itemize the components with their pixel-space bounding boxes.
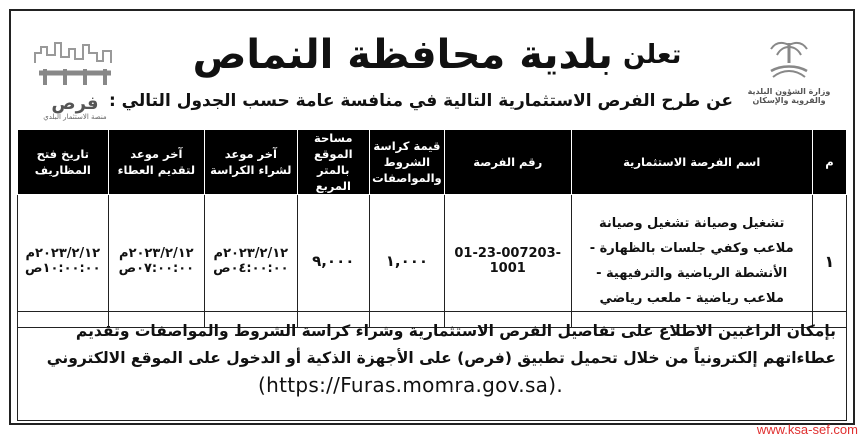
title-line bbox=[141, 25, 733, 85]
municipality-name: بلدية محافظة النماص bbox=[192, 32, 613, 78]
ministry-caption-2: والقروية والإسكان bbox=[752, 96, 826, 105]
furas-skyline-icon bbox=[25, 39, 125, 91]
furas-logo-text: فرص bbox=[51, 93, 99, 114]
opening-date bbox=[18, 195, 109, 328]
opportunity-name: تشغيل وصيانة تشغيل وصيانة ملاعب وكفي جلسات بالظهارة - الأنشطة الرياضية والترفيهية - ملاعب رياضية - ملعب رياضي bbox=[571, 195, 812, 328]
announcement-header bbox=[11, 11, 853, 146]
col-header-bid-deadline: آخر موعد لتقديم العطاء bbox=[108, 130, 205, 195]
opening-time-value: ١٠:٠٠:٠٠ص bbox=[25, 261, 101, 276]
announcement-frame bbox=[9, 9, 855, 425]
opening-date-value: ٢٠٢٣/٢/١٢م bbox=[25, 246, 101, 261]
table-header-row bbox=[18, 130, 847, 195]
announce-word: تعلن bbox=[622, 40, 682, 70]
announcement-footer bbox=[17, 311, 847, 421]
table-row bbox=[18, 195, 847, 328]
row-index: ١ bbox=[812, 195, 846, 328]
booklet-value: ١,٠٠٠ bbox=[369, 195, 444, 328]
col-header-opening-date: تاريخ فتح المظاريف bbox=[18, 130, 109, 195]
furas-website-link[interactable]: (https://Furas.momra.gov.sa). bbox=[258, 373, 563, 397]
col-header-index: م bbox=[812, 130, 846, 195]
booklet-deadline-date: ٢٠٢٣/٢/١٢م bbox=[213, 246, 289, 261]
site-area: ٩,٠٠٠ bbox=[297, 195, 369, 328]
footer-line-1: بإمكان الراغبين الاطلاع على تفاصيل الفرص الاستثمارية وشراء كراسة الشروط والمواصفات وتقديم bbox=[75, 322, 836, 340]
col-header-area: مساحة الموقع بالمتر المربع bbox=[297, 130, 369, 195]
bid-deadline bbox=[108, 195, 205, 328]
ministry-caption-1: وزارة الشؤون البلدية bbox=[747, 87, 831, 96]
furas-logo-caption: منصة الاستثمار البلدي bbox=[43, 113, 107, 121]
col-header-booklet-deadline: آخر موعد لشراء الكراسة bbox=[205, 130, 297, 195]
col-header-number: رقم الفرصة bbox=[444, 130, 571, 195]
bid-deadline-time: ٠٧:٠٠:٠٠ص bbox=[118, 261, 195, 276]
opportunity-number: 01-23-007203-1001 bbox=[444, 195, 571, 328]
announcement-subtitle: عن طرح الفرص الاستثمارية التالية في منافسة عامة حسب الجدول التالي : bbox=[108, 91, 733, 111]
bid-deadline-date: ٢٠٢٣/٢/١٢م bbox=[119, 246, 194, 261]
booklet-deadline-time: ٠٤:٠٠:٠٠ص bbox=[213, 261, 289, 276]
booklet-deadline bbox=[205, 195, 297, 328]
palm-swords-emblem-icon bbox=[761, 37, 817, 83]
ministry-logo bbox=[743, 37, 835, 119]
site-watermark: www.ksa-sef.com bbox=[756, 422, 858, 437]
opportunities-table bbox=[17, 129, 847, 328]
col-header-opportunity: اسم الفرصة الاستثمارية bbox=[571, 130, 812, 195]
col-header-booklet-value: قيمة كراسة الشروط والمواصفات bbox=[369, 130, 444, 195]
footer-line-2: عطاءاتهم إلكترونياً من خلال تحميل تطبيق (فرص) على الأجهزة الذكية أو الدخول على الموقع الالكتروني bbox=[46, 349, 836, 367]
